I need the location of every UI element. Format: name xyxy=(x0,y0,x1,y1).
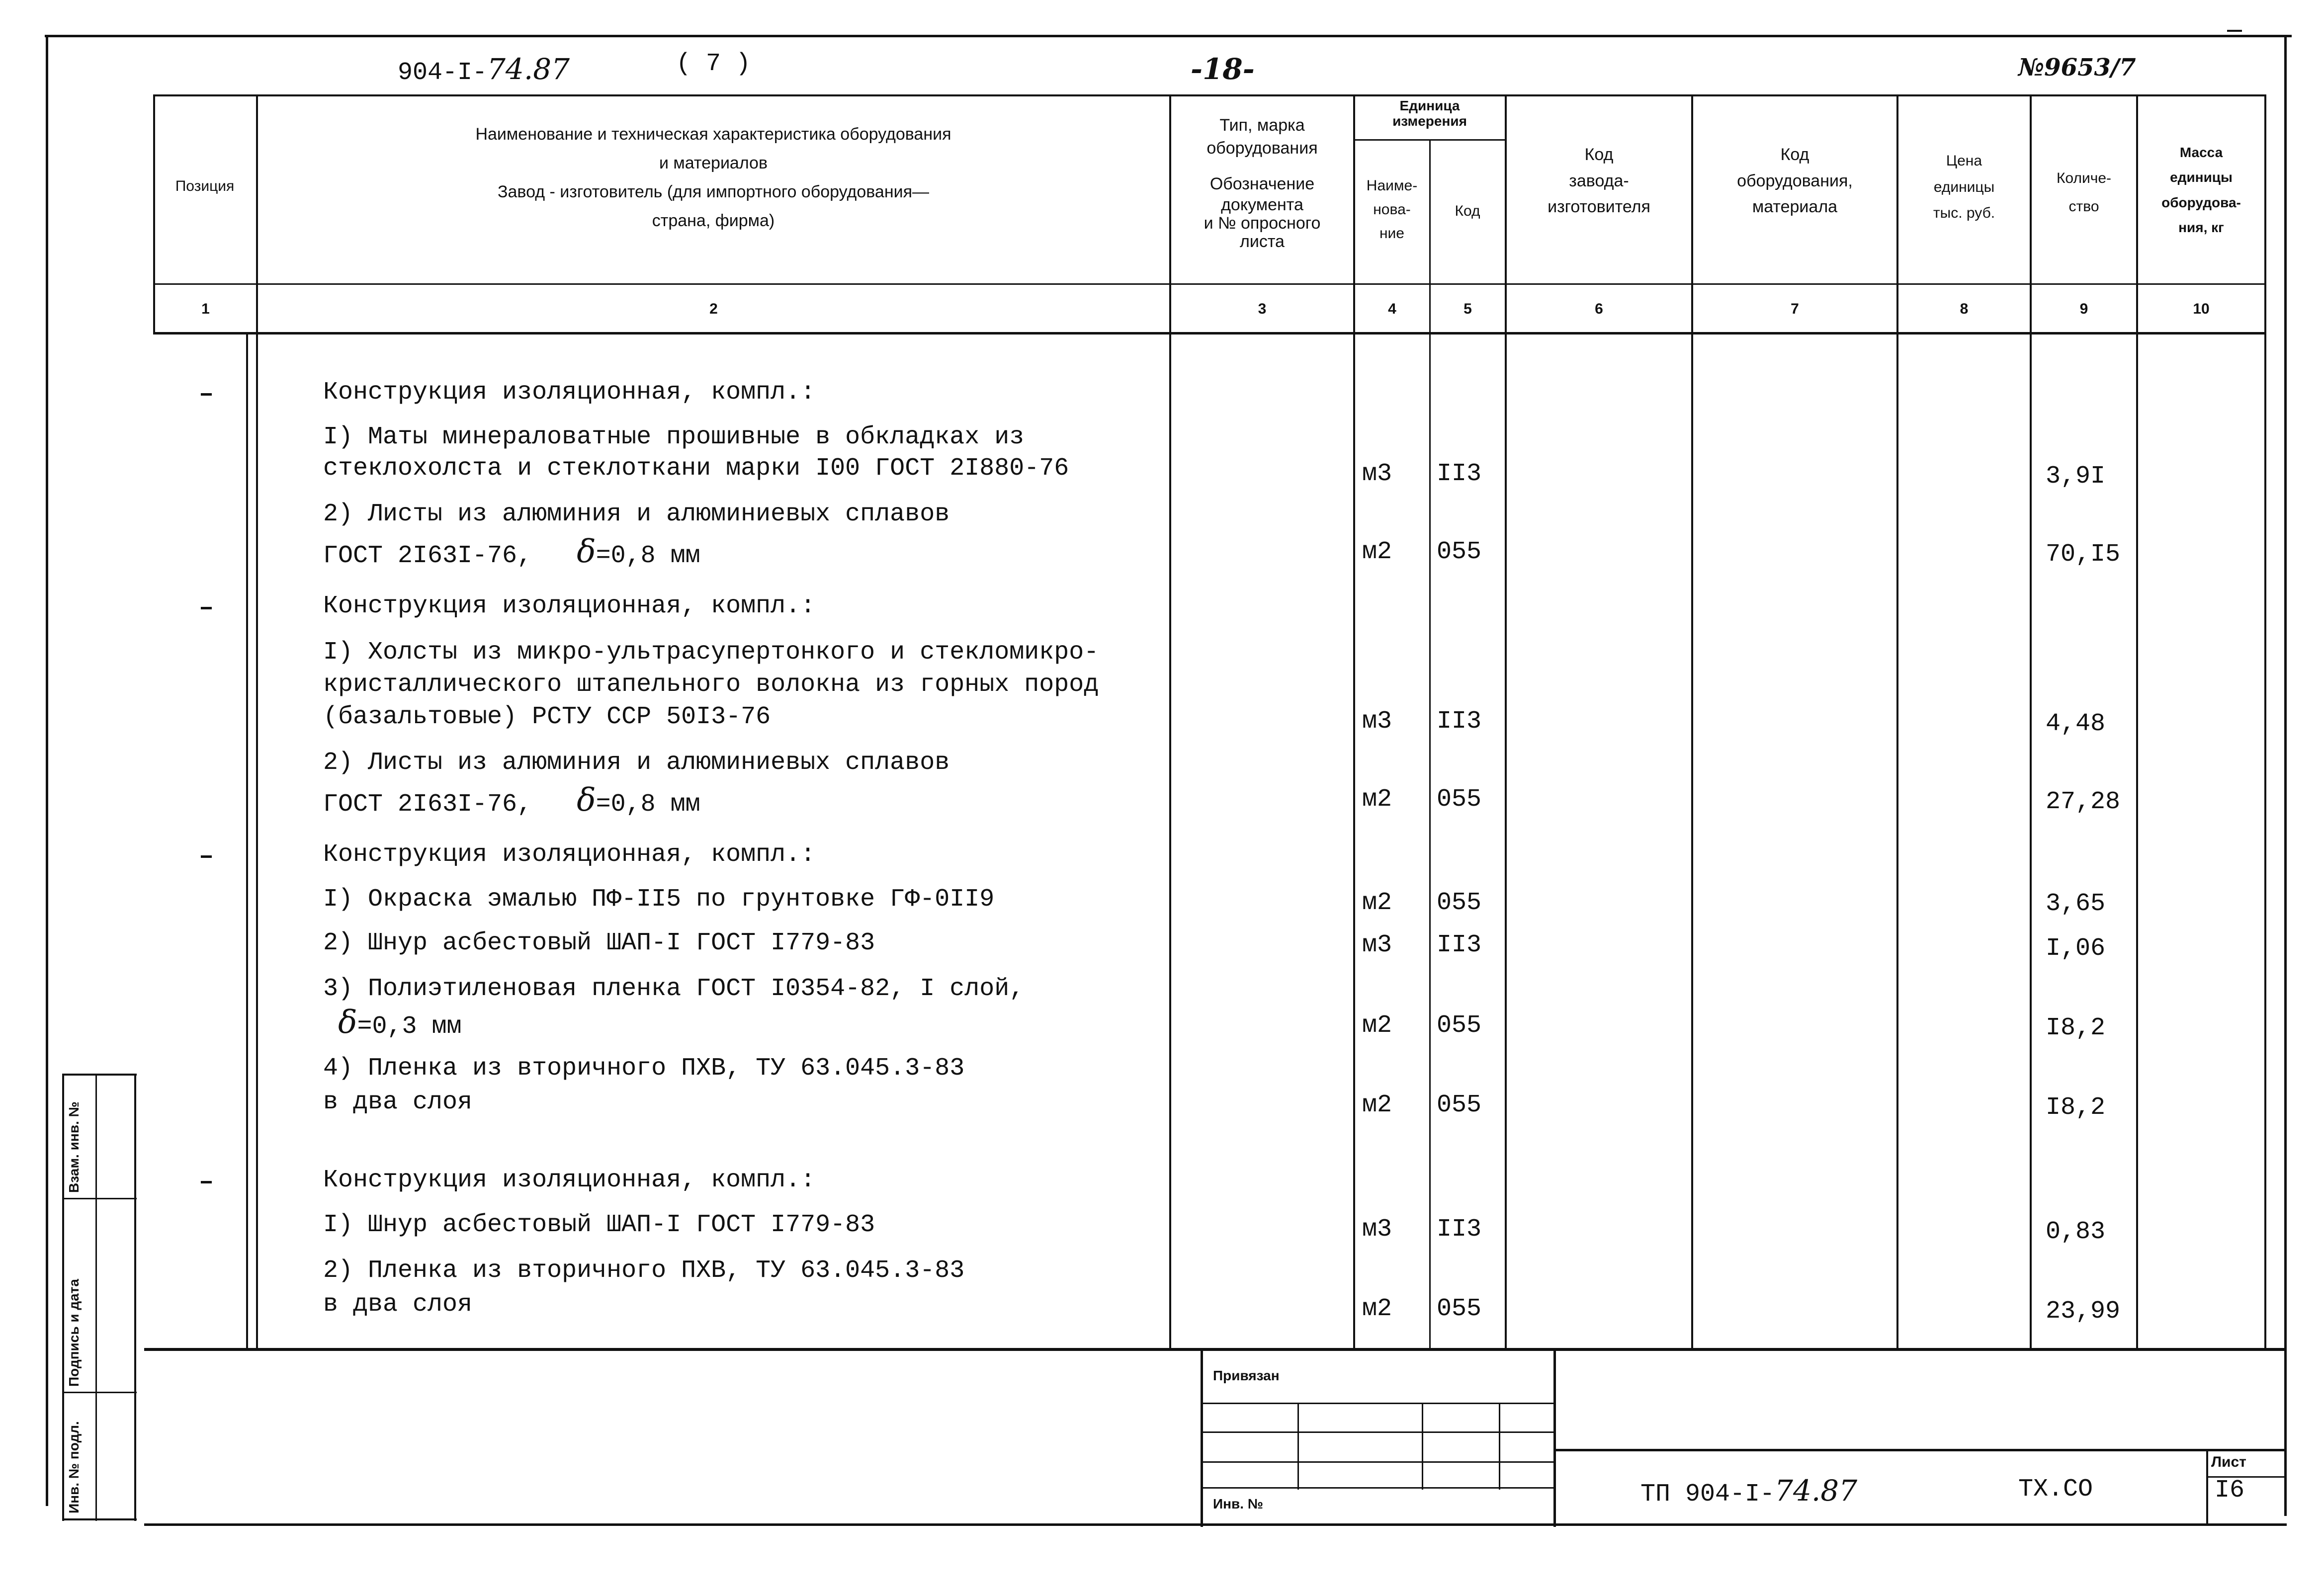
unit-group-line1: Единица xyxy=(1399,98,1460,113)
row2-item1-line1: I) Холсты из микро-ультрасупертонкого и стекломикро- xyxy=(323,638,1099,667)
col-header-name-line1: Наименование и техническая характеристика оборудования xyxy=(475,125,951,144)
row1-item2-delta: δ xyxy=(577,533,596,570)
col-header-type-line2: оборудования xyxy=(1206,138,1318,158)
quantity-line2: ство xyxy=(2068,198,2099,215)
quantity-line1: Количе- xyxy=(2056,170,2112,186)
row2-item2-code: 055 xyxy=(1437,785,1482,814)
part-number: ( 7 ) xyxy=(676,50,751,78)
row2-item1-line3: (базальтовые) РСТУ ССР 50I3-76 xyxy=(323,703,771,731)
stamp-sheet-number: I6 xyxy=(2215,1476,2245,1505)
col-number-8: 8 xyxy=(1960,301,1969,317)
stamp-doc-handwritten: 74.87 xyxy=(1775,1474,1858,1508)
row4-position: – xyxy=(199,1168,214,1196)
row2-item1-code: II3 xyxy=(1437,707,1482,736)
row3-item2-code: II3 xyxy=(1437,931,1482,959)
col-header-price xyxy=(1898,148,2030,227)
row2-item2-line1: 2) Листы из алюминия и алюминиевых сплавов xyxy=(323,749,950,777)
project-code xyxy=(398,52,570,87)
mass-line4: ния, кг xyxy=(2178,220,2224,236)
row3-title: Конструкция изоляционная, компл.: xyxy=(323,840,816,869)
stamp-inventory-label: Инв. № xyxy=(1213,1496,1264,1511)
col-number-10: 10 xyxy=(2193,301,2210,317)
col-number-7: 7 xyxy=(1791,301,1799,317)
row4-item2-qty: 23,99 xyxy=(2046,1297,2121,1326)
row1-title: Конструкция изоляционная, компл.: xyxy=(323,378,816,407)
unit-group-line2: измерения xyxy=(1392,113,1467,129)
unit-name-line1: Наиме- xyxy=(1366,177,1418,194)
material-code-line3: материала xyxy=(1752,197,1838,217)
row2-item1-qty: 4,48 xyxy=(2046,710,2106,738)
material-code-line1: Код xyxy=(1780,145,1809,164)
factory-code-line3: изготовителя xyxy=(1548,197,1650,217)
row1-item1-unit: м3 xyxy=(1362,460,1392,488)
row3-item1-code: 055 xyxy=(1437,889,1482,917)
row1-item2-code: 055 xyxy=(1437,538,1482,566)
col-header-factory-code xyxy=(1507,142,1691,220)
row2-item2-delta: δ xyxy=(577,782,596,819)
row1-item2-line2 xyxy=(323,533,700,570)
row2-item2-thickness: =0,8 мм xyxy=(596,790,700,819)
col-header-name xyxy=(258,123,1168,233)
side-label-replaced: Взам. инв. № xyxy=(66,1101,82,1193)
row4-item1: I) Шнур асбестовый ШАП-I ГОСТ I779-83 xyxy=(323,1211,875,1239)
row4-item1-code: II3 xyxy=(1437,1215,1482,1244)
col-header-name-line3: Завод - изготовитель (для импортного оборудования— xyxy=(497,182,930,201)
row3-item3-thickness: =0,3 мм xyxy=(357,1012,462,1041)
price-line1: Цена xyxy=(1946,153,1982,169)
col-header-type xyxy=(1171,114,1353,251)
row1-item1-code: II3 xyxy=(1437,460,1482,488)
factory-code-line1: Код xyxy=(1584,145,1614,164)
unit-name-line2: нова- xyxy=(1373,201,1411,218)
stamp-document-code xyxy=(1640,1474,1857,1508)
col-number-5: 5 xyxy=(1463,301,1472,317)
col-header-name-line4: страна, фирма) xyxy=(652,211,775,230)
col-number-2: 2 xyxy=(709,301,718,317)
row1-item2-line1: 2) Листы из алюминия и алюминиевых сплавов xyxy=(323,500,950,528)
col-number-3: 3 xyxy=(1258,301,1267,317)
row2-item2-unit: м2 xyxy=(1362,785,1392,814)
col-header-name-line2: и материалов xyxy=(659,153,768,172)
row3-item1-unit: м2 xyxy=(1362,889,1392,917)
col-header-unit-group xyxy=(1355,98,1504,129)
row3-item2: 2) Шнур асбестовый ШАП-I ГОСТ I779-83 xyxy=(323,929,875,957)
row3-item4-code: 055 xyxy=(1437,1091,1482,1119)
row1-item2-unit: м2 xyxy=(1362,538,1392,566)
col-header-type-line6: листа xyxy=(1240,232,1285,251)
col-header-position: Позиция xyxy=(175,178,235,194)
stamp-bound-label: Привязан xyxy=(1213,1368,1280,1383)
row3-item4-line1: 4) Пленка из вторичного ПХВ, ТУ 63.045.3-83 xyxy=(323,1054,965,1083)
row1-item1-qty: 3,9I xyxy=(2046,462,2106,491)
col-number-6: 6 xyxy=(1595,301,1603,317)
page-number: -18- xyxy=(1191,52,1255,86)
row3-item3-delta: δ xyxy=(338,1004,357,1041)
row2-item1-unit: м3 xyxy=(1362,707,1392,736)
row3-item3-code: 055 xyxy=(1437,1011,1482,1040)
col-number-4: 4 xyxy=(1388,301,1396,317)
row3-item1: I) Окраска эмалью ПФ-II5 по грунтовке ГФ-0II9 xyxy=(323,885,995,914)
col-header-mass xyxy=(2138,140,2264,241)
col-number-9: 9 xyxy=(2079,301,2088,317)
row3-position: – xyxy=(199,842,214,871)
row3-item1-qty: 3,65 xyxy=(2046,890,2106,918)
mass-line1: Масса xyxy=(2179,145,2223,160)
row4-item2-unit: м2 xyxy=(1362,1295,1392,1323)
row1-item2-qty: 70,I5 xyxy=(2046,540,2121,569)
row4-item2-line2: в два слоя xyxy=(323,1290,473,1319)
col-header-unit-code: Код xyxy=(1455,203,1480,219)
row3-item3-unit: м2 xyxy=(1362,1011,1392,1040)
col-header-type-line1: Тип, марка xyxy=(1219,116,1305,135)
project-code-handwritten: 74.87 xyxy=(487,52,570,86)
project-code-prefix: 904-I- xyxy=(398,59,488,87)
row2-item2-gost: ГОСТ 2I63I-76, xyxy=(323,790,532,819)
factory-code-line2: завода- xyxy=(1569,171,1629,190)
material-code-line2: оборудования, xyxy=(1737,171,1853,190)
stamp-mark: ТХ.СО xyxy=(2018,1475,2093,1504)
price-line2: единицы xyxy=(1933,178,1995,195)
row3-item4-unit: м2 xyxy=(1362,1091,1392,1119)
mass-line2: единицы xyxy=(2170,169,2233,185)
row2-item1-line2: кристаллического штапельного волокна из горных пород xyxy=(323,670,1099,699)
row3-item2-unit: м3 xyxy=(1362,931,1392,959)
col-header-type-line5: и № опросного xyxy=(1204,214,1321,233)
row4-item2-code: 055 xyxy=(1437,1295,1482,1323)
sheet-reference: №9653/7 xyxy=(2018,54,2136,82)
row4-item1-unit: м3 xyxy=(1362,1215,1392,1244)
mass-line3: оборудова- xyxy=(2161,194,2241,210)
price-line3: тыс. руб. xyxy=(1933,205,1995,221)
unit-name-line3: ние xyxy=(1379,225,1404,242)
row2-title: Конструкция изоляционная, компл.: xyxy=(323,592,816,620)
row3-item3-line1: 3) Полиэтиленовая пленка ГОСТ I0354-82, I слой, xyxy=(323,975,1025,1003)
row1-item1-line1: I) Маты минераловатные прошивные в обкладках из xyxy=(323,423,1025,451)
row1-item2-gost: ГОСТ 2I63I-76, xyxy=(323,542,532,570)
row4-item2-line1: 2) Пленка из вторичного ПХВ, ТУ 63.045.3-83 xyxy=(323,1257,965,1285)
col-header-material-code xyxy=(1693,142,1896,220)
row4-title: Конструкция изоляционная, компл.: xyxy=(323,1166,816,1194)
side-label-inventory: Инв. № подл. xyxy=(66,1421,82,1513)
stamp-doc-prefix: ТП 904-I- xyxy=(1640,1480,1775,1508)
row1-item2-thickness: =0,8 мм xyxy=(596,542,700,570)
row3-item3-line2 xyxy=(338,1006,462,1039)
col-number-1: 1 xyxy=(201,301,210,317)
col-header-unit-name xyxy=(1355,174,1429,246)
row2-position: – xyxy=(199,594,214,622)
row3-item4-qty: I8,2 xyxy=(2046,1093,2106,1122)
row4-item1-qty: 0,83 xyxy=(2046,1218,2106,1246)
stamp-sheet-label: Лист xyxy=(2211,1454,2246,1470)
row2-item2-line2 xyxy=(323,784,700,817)
row2-item2-qty: 27,28 xyxy=(2046,788,2121,816)
row1-position: – xyxy=(199,380,214,409)
row1-item1-line2: стеклохолста и стеклоткани марки I00 ГОСТ 2I880-76 xyxy=(323,454,1069,483)
row3-item4-line2: в два слоя xyxy=(323,1088,473,1116)
col-header-type-line3: Обозначение xyxy=(1209,174,1315,193)
row3-item3-qty: I8,2 xyxy=(2046,1014,2106,1042)
col-header-quantity xyxy=(2032,164,2136,221)
row3-item2-qty: I,06 xyxy=(2046,934,2106,963)
side-label-signature: Подпись и дата xyxy=(66,1279,82,1387)
col-header-type-line4: документа xyxy=(1221,195,1303,214)
